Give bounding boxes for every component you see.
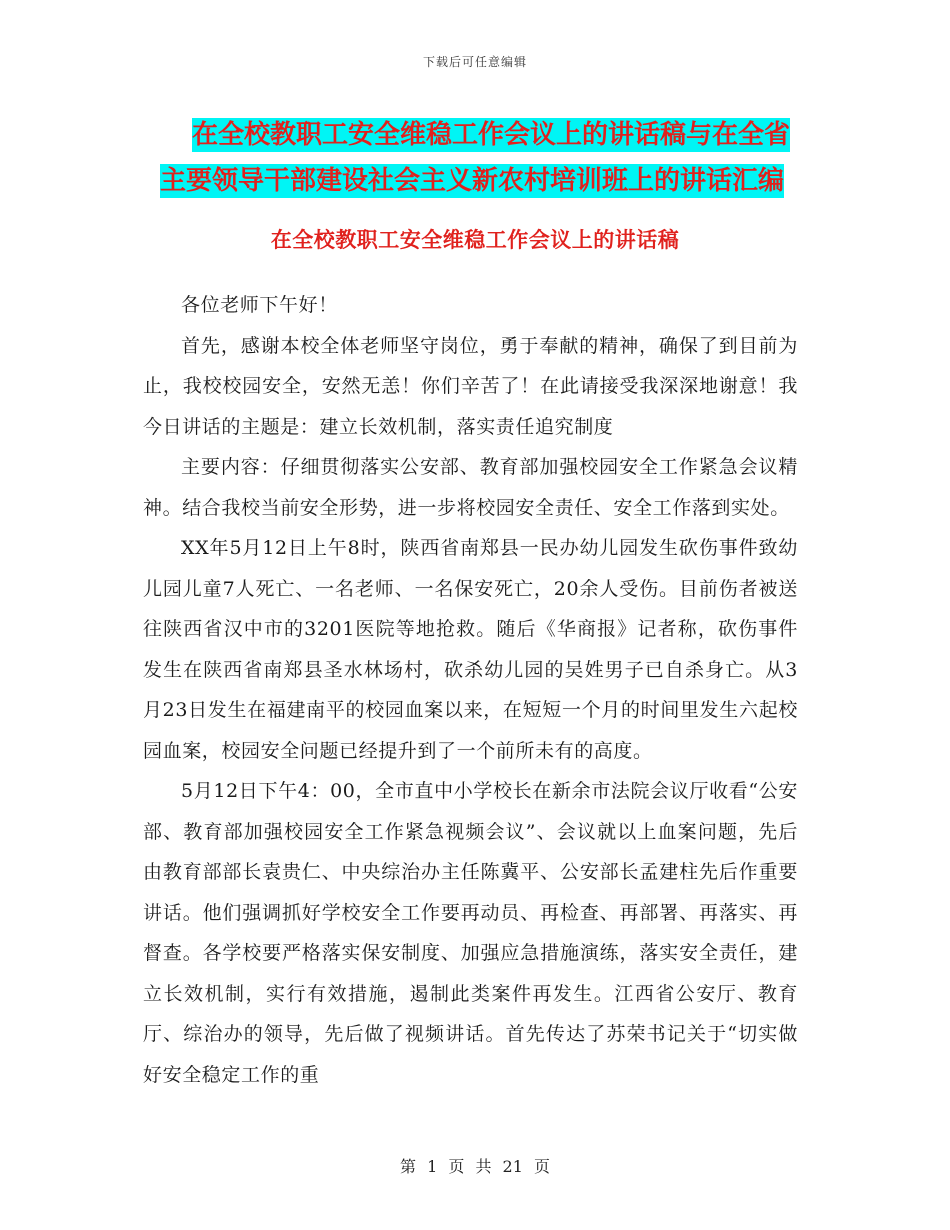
paragraph: 主要内容：仔细贯彻落实公安部、教育部加强校园安全工作紧急会议精神。结合我校当前安全形势，进一步将校园安全责任、安全工作落到实处。	[143, 456, 798, 519]
paragraph: XX年5月12日上午8时，陕西省南郑县一民办幼儿园发生砍伤事件致幼儿园儿童7人死亡、一名老师、一名保安死亡，20余人受伤。目前伤者被送往陕西省汉中市的3201医院等地抢救。随后《华商报》记者称，砍伤事件发生在陕西省南郑县圣水林场村，砍杀幼儿园的吴姓男子已自杀身亡。从3月23日发生在福建南平的校园血案以来，在短短一个月的时间里发生六起校园血案，校园安全问题已经提升到了一个前所未有的高度。	[143, 537, 798, 762]
paragraph: 5月12日下午4：00，全市直中小学校长在新余市法院会议厅收看“公安部、教育部加强校园安全工作紧急视频会议”、会议就以上血案问题，先后由教育部部长袁贵仁、中央综治办主任陈冀平、公安部长孟建柱先后作重要讲话。他们强调抓好学校安全工作要再动员、再检查、再部署、再落实、再督查。各学校要严格落实保安制度、加强应急措施演练，落实安全责任，建立长效机制，实行有效措施，遏制此类案件再发生。江西省公安厅、教育厅、综治办的领导，先后做了视频讲话。首先传达了苏荣书记关于“切实做好安全稳定工作的重	[143, 780, 798, 1086]
paragraph: 首先，感谢本校全体老师坚守岗位，勇于奉献的精神，确保了到目前为止，我校校园安全，安然无恙！你们辛苦了！在此请接受我深深地谢意！我今日讲话的主题是：建立长效机制，落实责任追究制度	[143, 334, 798, 438]
header-note: 下载后可任意编辑	[422, 55, 527, 69]
document-title-line-2: 主要领导干部建设社会主义新农村培训班上的讲话汇编	[160, 166, 785, 196]
paragraph-greeting: 各位老师下午好！	[181, 294, 338, 316]
page-number-footer: 第 1 页 共 21 页	[400, 1157, 550, 1176]
document-title-line-1: 在全校教职工安全维稳工作会议上的讲话稿与在全省	[192, 120, 791, 150]
section-title: 在全校教职工安全维稳工作会议上的讲话稿	[270, 228, 680, 252]
body-text	[143, 285, 798, 1095]
document-title	[160, 112, 810, 204]
